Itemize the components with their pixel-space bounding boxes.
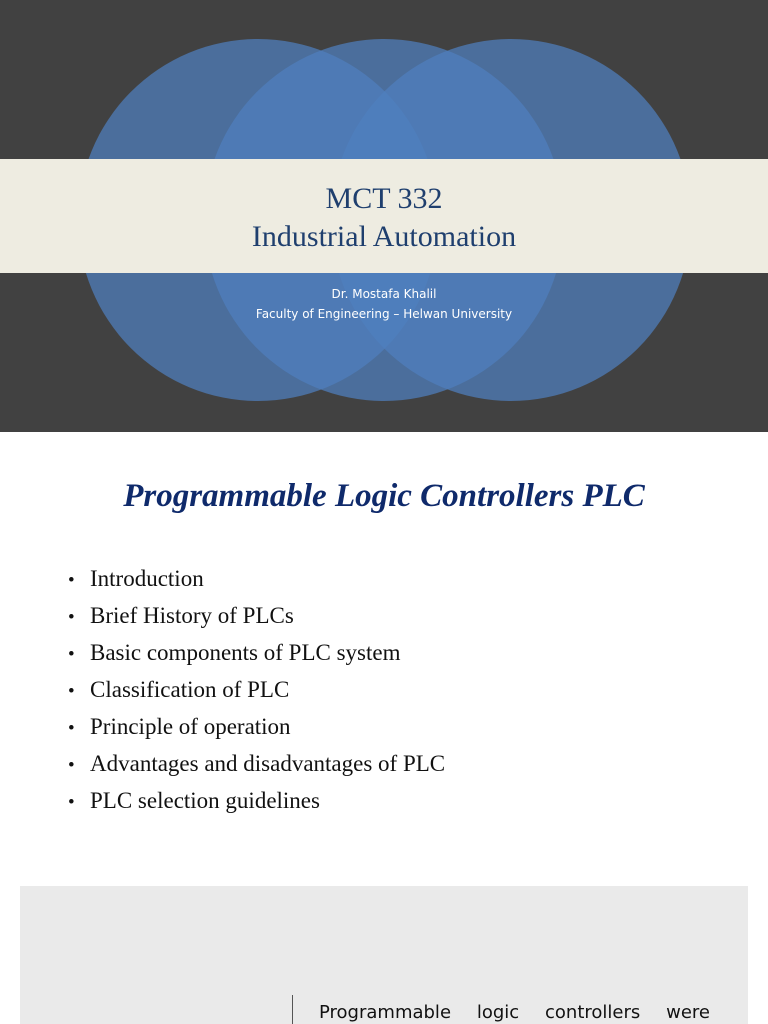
next-slide	[20, 886, 748, 1024]
list-item-label: Principle of operation	[90, 714, 291, 739]
bullet-icon: •	[68, 792, 75, 813]
bullet-icon: •	[68, 681, 75, 702]
bullet-icon: •	[68, 607, 75, 628]
list-item	[68, 640, 445, 677]
list-item-label: Advantages and disadvantages of PLC	[90, 751, 446, 776]
list-item	[68, 714, 445, 751]
list-item	[68, 603, 445, 640]
lecturer-name: Dr. Mostafa Khalil	[331, 287, 437, 301]
list-item	[68, 677, 445, 714]
slide-paragraph	[319, 1002, 710, 1023]
affiliation: Faculty of Engineering – Helwan University	[255, 307, 513, 321]
list-item-label: Basic components of PLC system	[90, 640, 401, 665]
paragraph-word: were	[666, 1002, 710, 1023]
title-slide	[0, 0, 768, 432]
course-code: MCT 332	[325, 182, 443, 215]
paragraph-word: logic	[476, 1002, 520, 1023]
course-name: Industrial Automation	[251, 220, 517, 253]
paragraph-word: controllers	[545, 1002, 641, 1023]
list-item	[68, 566, 445, 603]
list-item	[68, 788, 445, 825]
list-item-label: Classification of PLC	[90, 677, 290, 702]
list-item-label: Brief History of PLCs	[90, 603, 294, 628]
paragraph-word: Programmable	[319, 1002, 452, 1023]
list-item-label: Introduction	[90, 566, 204, 591]
list-item-label: PLC selection guidelines	[90, 788, 320, 813]
slide-heading: Programmable Logic Controllers PLC	[123, 478, 645, 514]
title-band	[0, 159, 768, 273]
bullet-icon: •	[68, 644, 75, 665]
bullet-icon: •	[68, 570, 75, 591]
topic-list	[68, 566, 445, 825]
divider-line	[292, 995, 293, 1024]
bullet-icon: •	[68, 718, 75, 739]
bullet-icon: •	[68, 755, 75, 776]
list-item	[68, 751, 445, 788]
